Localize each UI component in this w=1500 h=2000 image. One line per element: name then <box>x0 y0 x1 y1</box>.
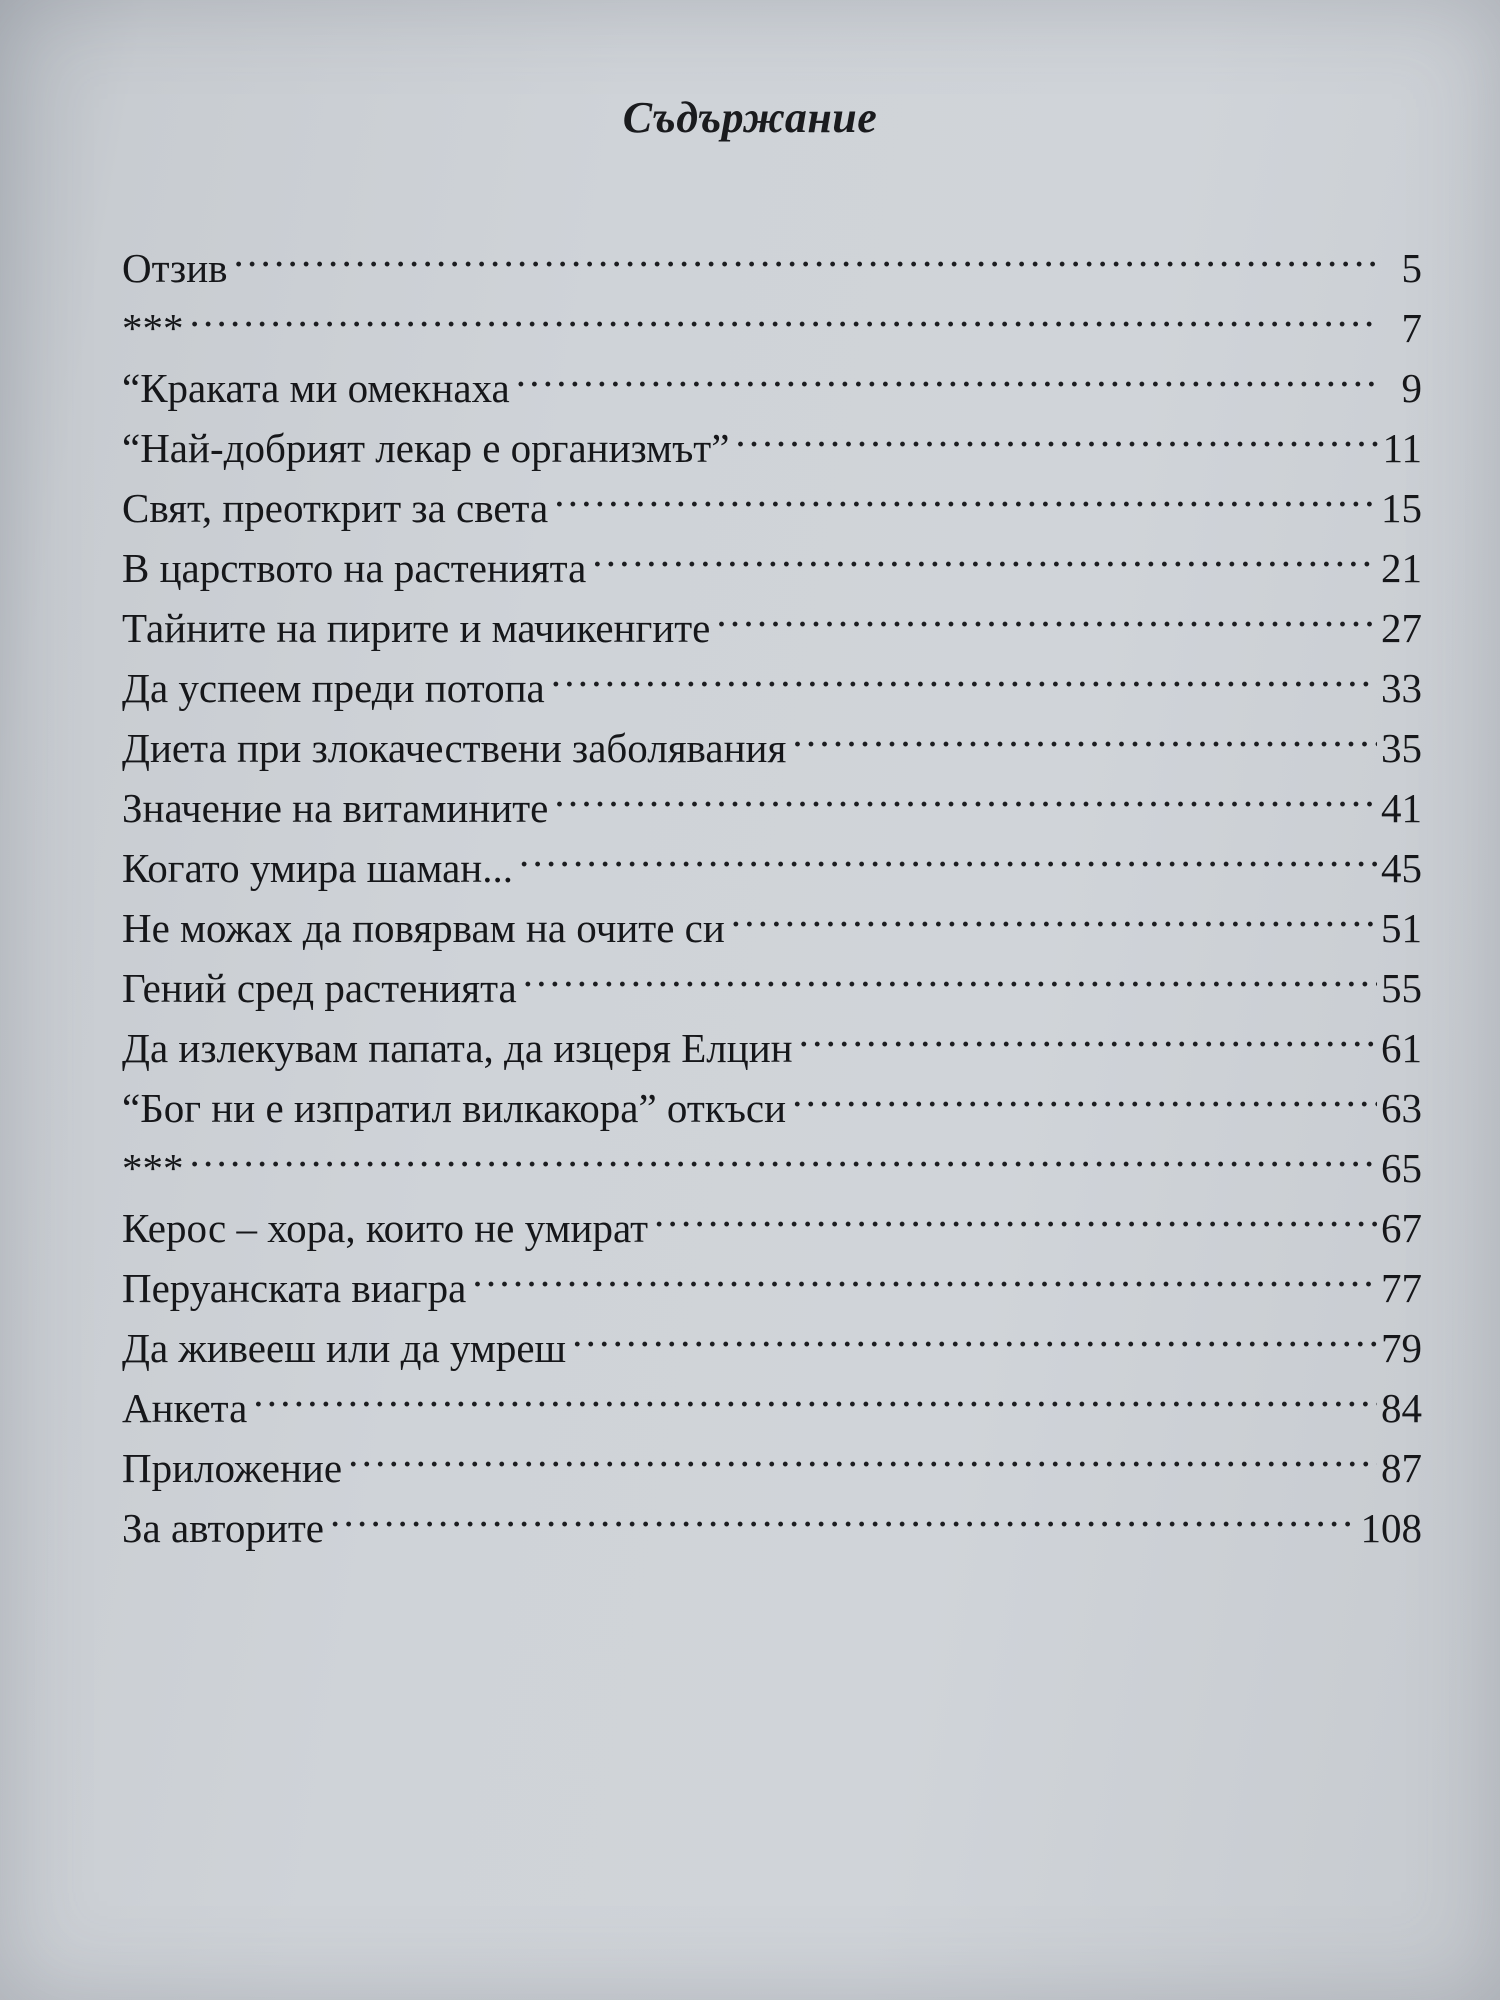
toc-entry-page-number: 5 <box>1401 245 1422 291</box>
dot-leader <box>735 402 1378 462</box>
toc-entry-title: Да живееш или да умреш <box>122 1325 567 1371</box>
toc-entry-page-number: 108 <box>1360 1505 1422 1551</box>
toc-entry-title: В царството на растенията <box>122 545 587 591</box>
dot-leader <box>792 702 1377 762</box>
page-title: Съдържание <box>622 93 878 142</box>
dot-leader <box>554 462 1377 522</box>
toc-entry-page-number: 87 <box>1381 1445 1422 1491</box>
toc-entry-title: Отзив <box>122 245 228 291</box>
toc-entry-title: Гений сред растенията <box>122 965 517 1011</box>
toc-entry-title: Анкета <box>122 1385 248 1431</box>
toc-entry-page-number: 65 <box>1381 1145 1422 1191</box>
dot-leader <box>572 1302 1377 1362</box>
toc-entry-title: “Краката ми омекнаха <box>122 365 510 411</box>
toc-entry <box>122 1362 1422 1431</box>
toc-entry-title: Да успеем преди потопа <box>122 665 545 711</box>
toc-entry-title: *** <box>122 305 184 351</box>
dot-leader <box>519 822 1377 882</box>
toc-entry <box>122 1182 1422 1251</box>
toc-entry <box>122 222 1422 291</box>
dot-leader <box>253 1362 1377 1422</box>
toc-entry-page-number: 9 <box>1401 365 1422 411</box>
dot-leader <box>472 1242 1377 1302</box>
dot-leader <box>190 1122 1378 1182</box>
toc-entry-page-number: 77 <box>1381 1265 1422 1311</box>
dot-leader <box>523 942 1377 1002</box>
dot-leader <box>592 522 1377 582</box>
dot-leader <box>348 1422 1377 1482</box>
toc-entry-page-number: 63 <box>1381 1085 1422 1131</box>
toc-entry <box>122 342 1422 411</box>
toc-entry-title: “Бог ни е изпратил вилкакора” откъси <box>122 1085 787 1131</box>
toc-entry-title: Тайните на пирите и мачикенгите <box>122 605 711 651</box>
dot-leader <box>551 642 1377 702</box>
toc-entry-page-number: 41 <box>1381 785 1422 831</box>
toc-entry-page-number: 55 <box>1381 965 1422 1011</box>
toc-entry-page-number: 84 <box>1381 1385 1422 1431</box>
dot-leader <box>654 1182 1377 1242</box>
dot-leader <box>792 1062 1377 1122</box>
dot-leader <box>799 1002 1377 1062</box>
toc-entry-page-number: 79 <box>1381 1325 1422 1371</box>
toc-entry-title: Когато умира шаман... <box>122 845 514 891</box>
toc-entry-page-number: 11 <box>1382 425 1422 471</box>
toc-entry-title: Приложение <box>122 1445 343 1491</box>
toc-entry-title: Не можах да повярвам на очите си <box>122 905 725 951</box>
dot-leader <box>234 222 1378 282</box>
toc-entry-title: *** <box>122 1145 184 1191</box>
toc-entry-title: Керос – хора, които не умират <box>122 1205 649 1251</box>
toc-entry-title: Диета при злокачествени заболявания <box>122 725 787 771</box>
toc-entry <box>122 282 1422 351</box>
toc-entry-page-number: 35 <box>1381 725 1422 771</box>
toc-entry-page-number: 27 <box>1381 605 1422 651</box>
toc-entry-page-number: 51 <box>1381 905 1422 951</box>
toc-entry-page-number: 45 <box>1381 845 1422 891</box>
toc-entry-page-number: 61 <box>1381 1025 1422 1071</box>
dot-leader <box>330 1482 1357 1542</box>
table-of-contents <box>122 222 1422 1551</box>
toc-entry-page-number: 67 <box>1381 1205 1422 1251</box>
dot-leader <box>190 282 1379 342</box>
dot-leader <box>731 882 1377 942</box>
toc-entry-page-number: 21 <box>1381 545 1422 591</box>
toc-entry-page-number: 33 <box>1381 665 1422 711</box>
toc-entry-title: За авторите <box>122 1505 324 1551</box>
toc-entry <box>122 1422 1422 1491</box>
toc-entry-title: Значение на витамините <box>122 785 549 831</box>
toc-entry-title: Перуанската виагра <box>122 1265 467 1311</box>
dot-leader <box>716 582 1377 642</box>
toc-entry <box>122 1122 1422 1191</box>
toc-entry-page-number: 7 <box>1401 305 1422 351</box>
dot-leader <box>516 342 1378 402</box>
toc-entry-page-number: 15 <box>1381 485 1422 531</box>
toc-entry-title: Да излекувам папата, да изцеря Елцин <box>122 1025 793 1071</box>
dot-leader <box>554 762 1377 822</box>
toc-entry-title: “Най-добрият лекар е организмът” <box>122 425 730 471</box>
toc-entry-title: Свят, преоткрит за света <box>122 485 549 531</box>
